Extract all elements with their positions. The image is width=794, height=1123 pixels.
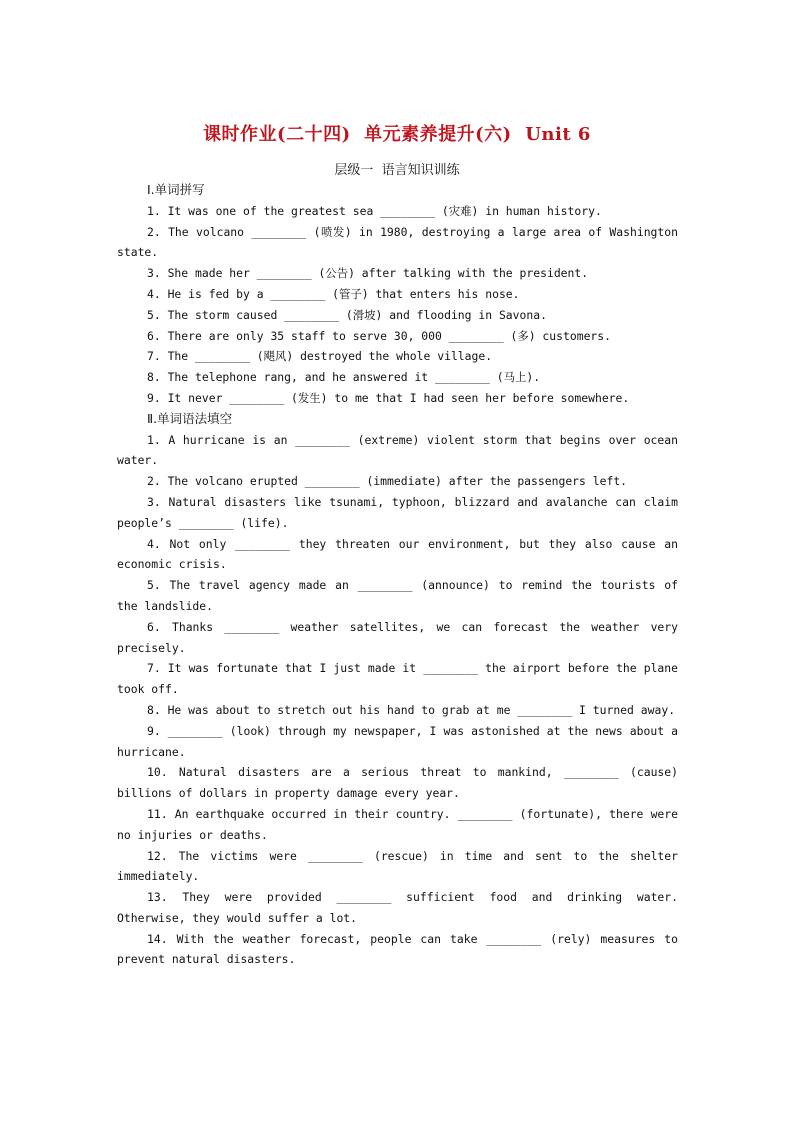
- question-item: 9. ________ (look) through my newspaper, I was astonished at the news about a hurricane.: [117, 723, 678, 759]
- question-item: 8. The telephone rang, and he answered it ________ (马上).: [147, 370, 541, 385]
- question-item: 5. The storm caused ________ (滑坡) and flooding in Savona.: [147, 307, 547, 322]
- question-item: 5. The travel agency made an ________ (announce) to remind the tourists of the landslide.: [117, 578, 678, 613]
- page-title: 课时作业(二十四) 单元素养提升(六) Unit 6: [203, 124, 591, 145]
- page-subtitle: 层级一 语言知识训练: [334, 163, 460, 178]
- question-item: 13. They were provided ________ sufficient food and drinking water. Otherwise, they would suffer a lot.: [117, 890, 678, 925]
- question-item: 6. Thanks ________ weather satellites, we can forecast the weather very precisely.: [117, 619, 678, 655]
- question-item: 6. There are only 35 staff to serve 30, 000 ________ (多) customers.: [147, 328, 612, 343]
- section-heading-grammar: Ⅱ.单词语法填空: [147, 410, 233, 426]
- question-item: 3. She made her ________ (公告) after talking with the president.: [147, 266, 589, 281]
- question-item: 1. It was one of the greatest sea ________ (灾难) in human history.: [147, 203, 602, 218]
- question-item: 2. The volcano ________ (喷发) in 1980, destroying a large area of Washington state.: [117, 224, 678, 260]
- question-item: 9. It never ________ (发生) to me that I had seen her before somewhere.: [147, 390, 630, 405]
- question-item: 8. He was about to stretch out his hand to grab at me ________ I turned away.: [147, 702, 676, 717]
- question-item: 11. An earthquake occurred in their country. ________ (fortunate), there were no injuries or deaths.: [117, 806, 678, 842]
- question-item: 12. The victims were ________ (rescue) in time and sent to the shelter immediately.: [117, 848, 678, 884]
- question-item: 7. The ________ (飓风) destroyed the whole village.: [147, 349, 493, 364]
- question-item: 4. Not only ________ they threaten our environment, but they also cause an economic crisis.: [117, 536, 678, 572]
- question-item: 7. It was fortunate that I just made it ________ the airport before the plane took off.: [117, 661, 678, 697]
- question-item: 4. He is fed by a ________ (管子) that enters his nose.: [147, 286, 520, 301]
- question-item: 14. With the weather forecast, people can take ________ (rely) measures to prevent natural disasters.: [117, 931, 678, 967]
- question-item: 10. Natural disasters are a serious threat to mankind, ________ (cause) billions of dollars in property damage every year.: [117, 765, 678, 801]
- question-item: 2. The volcano erupted ________ (immediate) after the passengers left.: [147, 474, 628, 489]
- exercise-body: [117, 180, 678, 970]
- question-item: 1. A hurricane is an ________ (extreme) violent storm that begins over ocean water.: [117, 432, 678, 468]
- section-heading-spelling: Ⅰ.单词拼写: [147, 182, 205, 197]
- question-item: 3. Natural disasters like tsunami, typhoon, blizzard and avalanche can claim people’s ________ (life).: [117, 494, 678, 530]
